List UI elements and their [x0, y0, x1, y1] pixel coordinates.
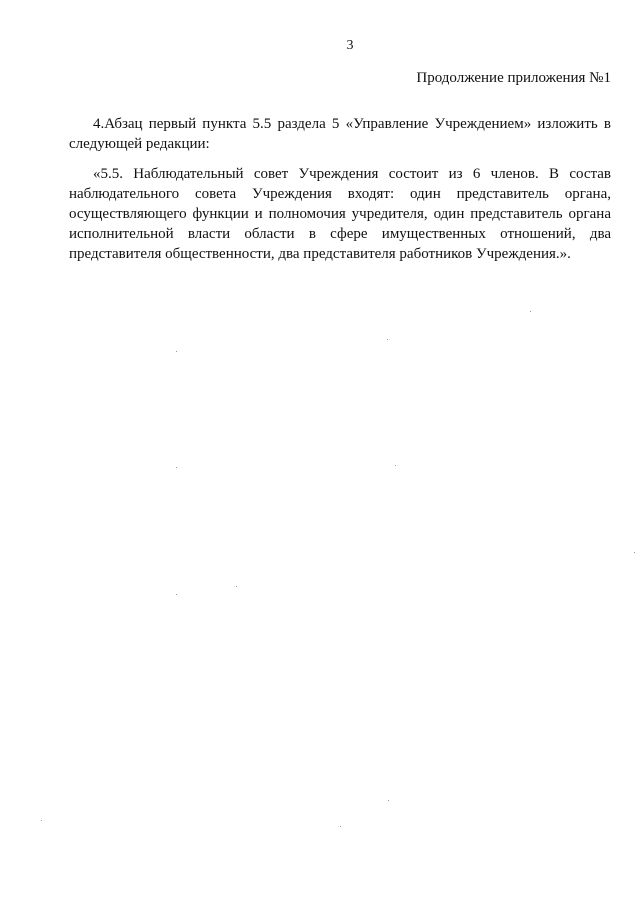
- scan-speck: [176, 351, 177, 352]
- scan-speck: [340, 826, 341, 827]
- paragraph-amendment-instruction: 4.Абзац первый пункта 5.5 раздела 5 «Управление Учреждением» изложить в следующей редакции:: [69, 116, 611, 152]
- scan-speck: [176, 467, 177, 468]
- scan-speck: [176, 594, 177, 595]
- appendix-continuation-label: Продолжение приложения №1: [416, 70, 611, 86]
- scan-speck: [387, 339, 388, 340]
- paragraph-amended-text: «5.5. Наблюдательный совет Учреждения состоит из 6 членов. В состав наблюдательного совета Учреждения входят: один представитель органа, осуществляющего функции и полномочия учредителя, один представитель органа исполнительной власти области в сфере имущественных отношений, два представителя общественности, два представителя работников Учреждения.».: [69, 166, 611, 262]
- scan-speck: [395, 465, 396, 466]
- scan-speck: [388, 800, 389, 801]
- scan-speck: [236, 586, 237, 587]
- document-body: [69, 114, 611, 264]
- scan-speck: [41, 820, 42, 821]
- scan-speck: [634, 552, 635, 553]
- page-number: 3: [346, 38, 354, 53]
- scan-speck: [530, 311, 531, 312]
